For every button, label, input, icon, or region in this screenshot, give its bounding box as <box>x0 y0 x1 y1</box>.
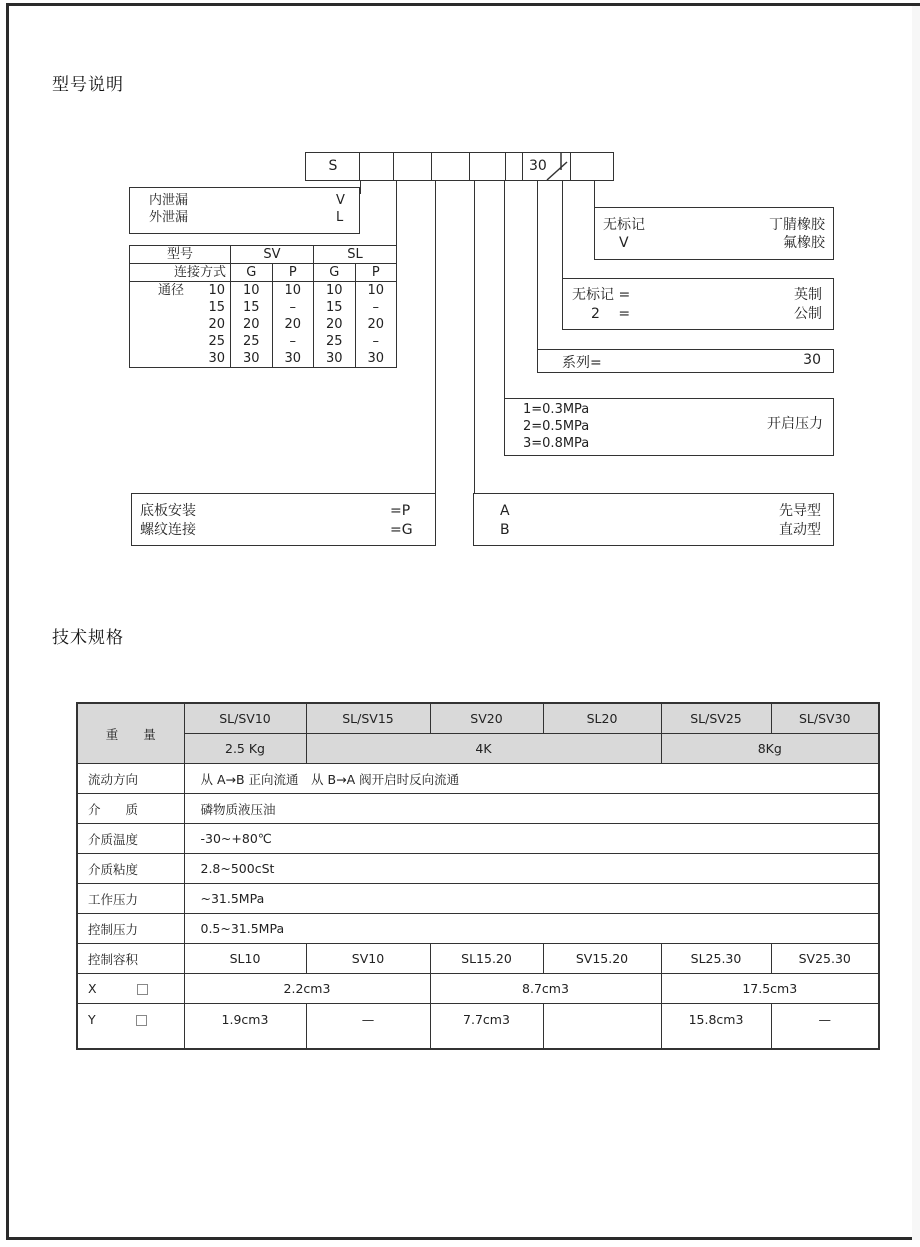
spec-weight-models-row <box>77 703 879 734</box>
spec-table <box>76 702 880 1050</box>
thread-code: 2 = <box>591 306 631 322</box>
code-cell-leak <box>359 152 395 181</box>
spec-row <box>77 914 879 944</box>
size-cell: 10 <box>272 282 314 300</box>
size-cell: 20 <box>314 316 356 333</box>
size-table-subheader <box>130 264 397 282</box>
connector-line <box>474 181 475 493</box>
connector-line <box>537 181 538 351</box>
spec-value: ~31.5MPa <box>184 884 879 914</box>
spec-label: 工作压力 <box>77 884 184 914</box>
leak-legend <box>129 187 360 234</box>
size-row-label: 30 <box>208 351 225 366</box>
volume-model: SL10 <box>184 944 306 974</box>
spec-label: 介质粘度 <box>77 854 184 884</box>
spec-row <box>77 824 879 854</box>
spec-row <box>77 884 879 914</box>
page-edge <box>912 6 920 1240</box>
weight-value: 2.5 Kg <box>184 734 306 764</box>
size-cell: 30 <box>355 350 397 368</box>
size-cell: 10 <box>231 282 273 300</box>
size-cell: – <box>272 333 314 350</box>
volume-x-value: 8.7cm3 <box>430 974 661 1004</box>
weight-model: SL/SV15 <box>306 703 430 734</box>
mounting-label: 螺纹连接 <box>140 522 196 538</box>
spec-value: -30~+80℃ <box>184 824 879 854</box>
valve-type-legend <box>473 493 834 546</box>
spec-label: 介质温度 <box>77 824 184 854</box>
size-row <box>130 333 397 350</box>
cracking-pressure-option: 3=0.8MPa <box>523 436 590 451</box>
spec-label: 控制压力 <box>77 914 184 944</box>
leak-code: L <box>336 210 344 225</box>
weight-model: SL/SV25 <box>661 703 771 734</box>
spec-value: 磷物质液压油 <box>184 794 879 824</box>
thread-value: 公制 <box>794 306 822 322</box>
size-cell: 25 <box>314 333 356 350</box>
volume-model: SL15.20 <box>430 944 543 974</box>
volume-y-value: — <box>771 1004 879 1050</box>
connector-line <box>360 181 361 194</box>
spec-row <box>77 794 879 824</box>
size-cell: 10 <box>355 282 397 300</box>
size-cell: 30 <box>272 350 314 368</box>
mounting-label: 底板安装 <box>140 503 196 519</box>
weight-model: SV20 <box>430 703 543 734</box>
weight-model: SL/SV30 <box>771 703 879 734</box>
size-row-label: 25 <box>208 334 225 349</box>
spec-label: 介 质 <box>77 794 184 824</box>
size-cell: 10 <box>314 282 356 300</box>
volume-x-value: 17.5cm3 <box>661 974 879 1004</box>
model-section-title: 型号说明 <box>52 75 124 95</box>
volume-y-value: 1.9cm3 <box>184 1004 306 1050</box>
volume-y-value: 7.7cm3 <box>430 1004 543 1050</box>
size-cell: 20 <box>272 316 314 333</box>
spec-value: 2.8~500cSt <box>184 854 879 884</box>
code-cell-series-letter: S <box>305 152 361 181</box>
mounting-legend <box>131 493 436 546</box>
mounting-code: =P <box>390 503 411 519</box>
volume-y-row <box>77 1004 879 1050</box>
thread-code: 无标记 = <box>572 287 631 303</box>
spec-row <box>77 854 879 884</box>
valve-type-code: A <box>500 503 510 519</box>
valve-type-code: B <box>500 522 510 538</box>
series-value: 30 <box>803 352 821 368</box>
cracking-pressure-label: 开启压力 <box>767 416 823 432</box>
size-row <box>130 299 397 316</box>
size-row <box>130 350 397 368</box>
connector-line <box>504 181 505 399</box>
size-subheader-cell: G <box>314 264 356 282</box>
volume-label: 控制容积 <box>77 944 184 974</box>
volume-y-value <box>543 1004 661 1050</box>
size-header-sv: SV <box>231 246 314 264</box>
series-label: 系列= <box>562 355 602 371</box>
connector-line <box>435 181 436 493</box>
diameter-label: 通径 <box>158 283 185 298</box>
size-subheader-connection: 连接方式 <box>130 264 231 282</box>
size-table <box>129 245 397 368</box>
weight-model: SL20 <box>543 703 661 734</box>
volume-x-row <box>77 974 879 1004</box>
y-label-text: Y <box>88 1012 96 1027</box>
leak-code: V <box>336 193 345 208</box>
volume-models-row <box>77 944 879 974</box>
size-cell: 20 <box>231 316 273 333</box>
spec-label: 流动方向 <box>77 764 184 794</box>
size-row <box>130 316 397 333</box>
volume-y-label <box>77 1004 184 1050</box>
mounting-code: =G <box>390 522 413 538</box>
spec-row <box>77 764 879 794</box>
volume-model: SV25.30 <box>771 944 879 974</box>
connector-line <box>396 181 397 246</box>
size-cell: – <box>272 299 314 316</box>
weight-value: 4K <box>306 734 661 764</box>
volume-model: SV10 <box>306 944 430 974</box>
seal-material: 丁腈橡胶 <box>769 217 825 233</box>
size-row-label: 15 <box>208 300 225 315</box>
size-subheader-cell: G <box>231 264 273 282</box>
size-cell: 25 <box>231 333 273 350</box>
volume-y-value: 15.8cm3 <box>661 1004 771 1050</box>
square-icon <box>136 1015 147 1026</box>
cracking-pressure-option: 2=0.5MPa <box>523 419 590 434</box>
volume-y-value: — <box>306 1004 430 1050</box>
size-subheader-cell: P <box>355 264 397 282</box>
volume-model: SV15.20 <box>543 944 661 974</box>
square-icon <box>137 984 148 995</box>
size-row-label <box>130 282 231 300</box>
size-value: 10 <box>208 283 225 298</box>
spec-weight-values-row <box>77 734 879 764</box>
thread-value: 英制 <box>794 287 822 303</box>
seal-legend <box>594 207 834 260</box>
series-code-text: 30 <box>529 158 547 174</box>
size-row-label: 20 <box>208 317 225 332</box>
size-header-model: 型号 <box>130 246 231 264</box>
spec-section-title: 技术规格 <box>52 628 124 648</box>
code-cell-type <box>469 152 507 181</box>
valve-type-label: 直动型 <box>779 522 821 538</box>
thread-legend <box>562 278 834 330</box>
leak-label: 外泄漏 <box>149 210 189 225</box>
weight-value: 8Kg <box>661 734 879 764</box>
size-table-header <box>130 246 397 264</box>
code-cell-size <box>393 152 433 181</box>
seal-code: V <box>619 235 629 251</box>
weight-label: 重 量 <box>77 703 184 764</box>
size-cell: 30 <box>314 350 356 368</box>
seal-code: 无标记 <box>603 217 645 233</box>
volume-x-label <box>77 974 184 1004</box>
code-cell-mounting <box>431 152 471 181</box>
spec-value: 0.5~31.5MPa <box>184 914 879 944</box>
volume-x-value: 2.2cm3 <box>184 974 430 1004</box>
cracking-pressure-option: 1=0.3MPa <box>523 402 590 417</box>
valve-type-label: 先导型 <box>779 503 821 519</box>
connector-line <box>562 181 563 279</box>
x-label-text: X <box>88 981 97 996</box>
size-cell: 15 <box>231 299 273 316</box>
cracking-pressure-legend <box>504 398 834 456</box>
leak-label: 内泄漏 <box>149 193 189 208</box>
spec-value: 从 A→B 正向流通 从 B→A 阀开启时反向流通 <box>184 764 879 794</box>
size-cell: 30 <box>231 350 273 368</box>
series-legend <box>537 349 834 373</box>
size-cell: – <box>355 299 397 316</box>
size-cell: – <box>355 333 397 350</box>
seal-material: 氟橡胶 <box>783 235 825 251</box>
size-cell: 15 <box>314 299 356 316</box>
weight-model: SL/SV10 <box>184 703 306 734</box>
code-cell-seal <box>570 152 614 181</box>
size-cell: 20 <box>355 316 397 333</box>
connector-line <box>594 181 595 208</box>
size-header-sl: SL <box>314 246 397 264</box>
volume-model: SL25.30 <box>661 944 771 974</box>
size-subheader-cell: P <box>272 264 314 282</box>
size-row <box>130 282 397 300</box>
slash-separator-icon <box>540 150 574 184</box>
